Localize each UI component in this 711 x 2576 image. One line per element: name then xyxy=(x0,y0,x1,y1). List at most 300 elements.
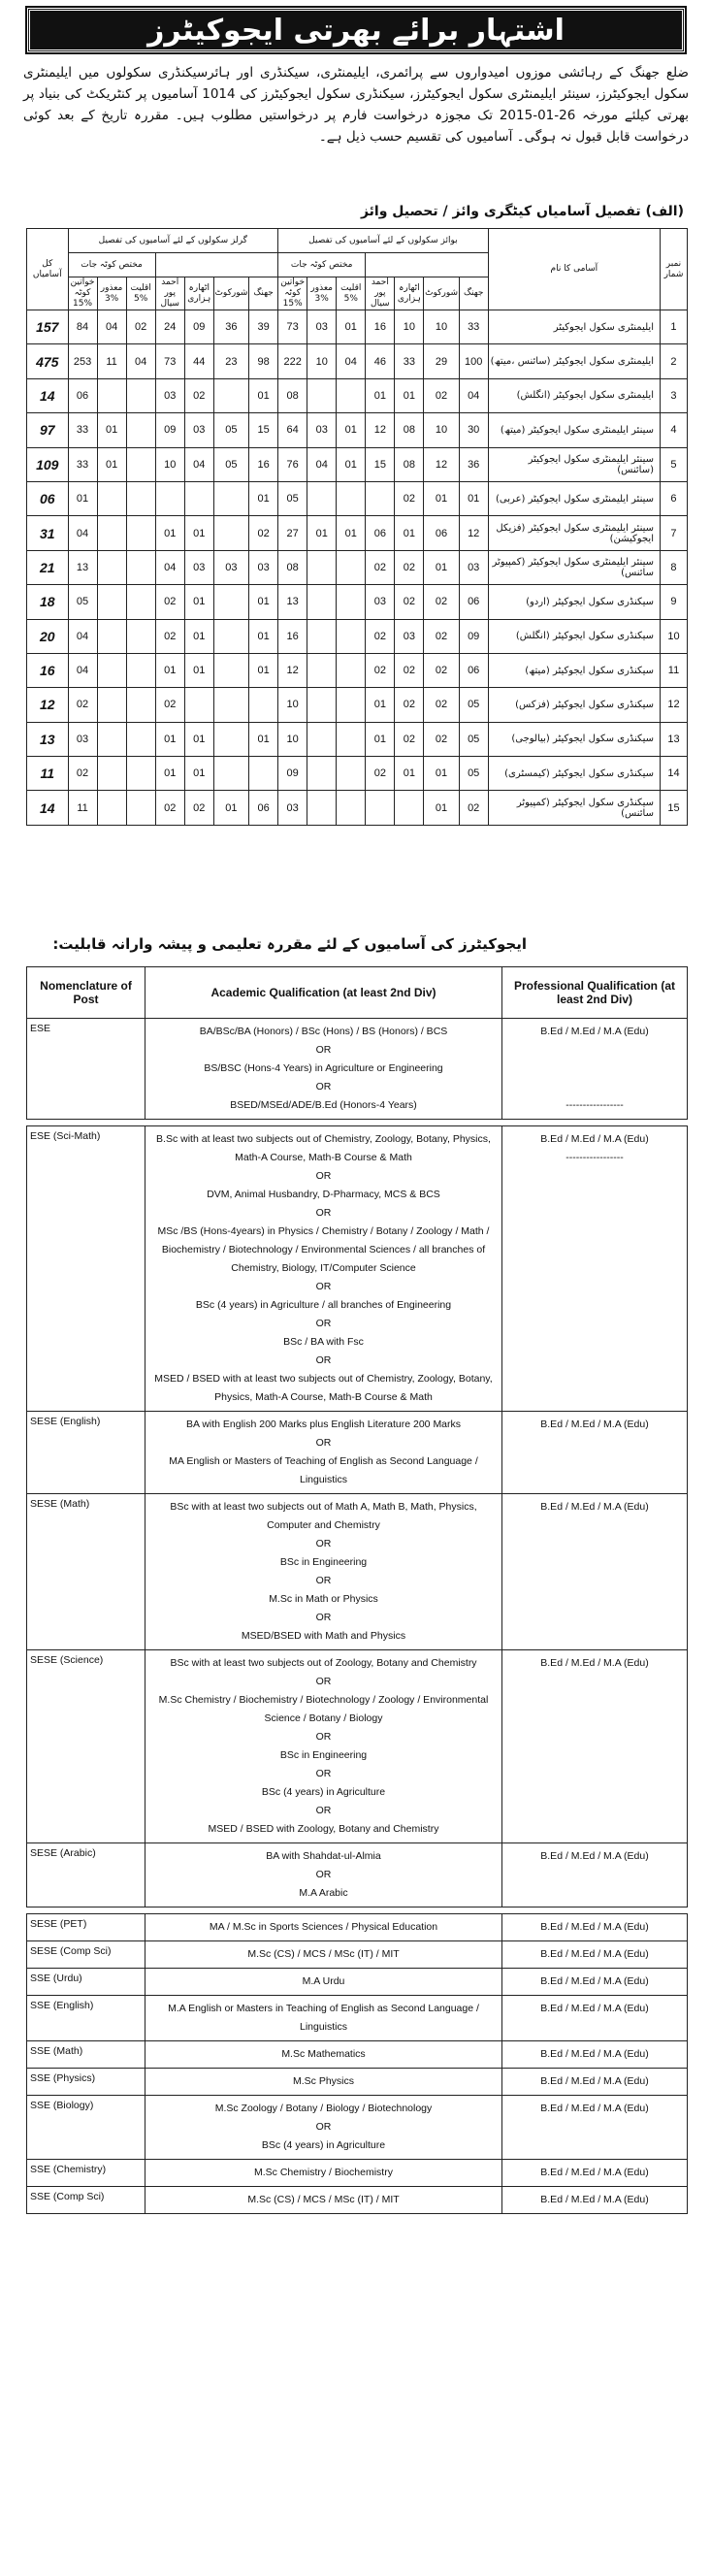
girls-count-cell xyxy=(97,791,126,825)
post-name-cell: سینئر ایلیمنٹری سکول ایجوکیٹر (کمپیوٹر سائنس) xyxy=(488,550,660,584)
qualification-row xyxy=(27,1843,688,1908)
girls-reserved-header: مختص کوٹہ جات xyxy=(68,253,155,277)
boys-count-cell xyxy=(307,550,337,584)
girls-subheader: معذور 3% xyxy=(97,277,126,310)
boys-count-cell: 02 xyxy=(424,378,459,412)
boys-count-cell: 08 xyxy=(395,413,424,447)
boys-count-cell xyxy=(307,585,337,619)
post-nomenclature: SESE (English) xyxy=(27,1412,145,1494)
boys-subheader: اٹھارہ ہزاری xyxy=(395,277,424,310)
post-nomenclature: SSE (Biology) xyxy=(27,2096,145,2160)
table-row xyxy=(27,481,688,515)
girls-count-cell: 02 xyxy=(68,757,97,791)
table-row xyxy=(27,516,688,550)
boys-count-cell xyxy=(337,550,366,584)
post-nomenclature: ESE xyxy=(27,1019,145,1120)
boys-count-cell xyxy=(307,757,337,791)
boys-count-cell xyxy=(337,585,366,619)
qualification-line: BSc (4 years) in Agriculture xyxy=(261,2139,386,2151)
boys-count-cell: 06 xyxy=(459,585,488,619)
boys-count-cell xyxy=(337,481,366,515)
table-row xyxy=(27,688,688,722)
girls-count-cell: 05 xyxy=(213,447,248,481)
or-separator: OR xyxy=(315,1805,332,1816)
girls-count-cell: 01 xyxy=(97,447,126,481)
or-separator: OR xyxy=(315,1437,332,1449)
boys-count-cell xyxy=(307,688,337,722)
girls-count-cell: 06 xyxy=(249,791,278,825)
or-separator: OR xyxy=(315,1170,332,1182)
qualification-line: B.Sc with at least two subjects out of Chemistry, Zoology, Botany, Physics, Math-A Course, Math-B Course & Math xyxy=(156,1133,491,1163)
professional-line: B.Ed / M.Ed / M.A (Edu) xyxy=(540,2075,649,2087)
girls-count-cell xyxy=(249,757,278,791)
girls-count-cell: 02 xyxy=(155,619,184,653)
post-name-cell: ایلیمنٹری سکول ایجوکیٹر xyxy=(488,310,660,344)
qualification-line: BA with Shahdat-ul-Almia xyxy=(266,1850,381,1862)
section-a-heading: (الف) تفصیل آسامیاں کیٹگری وائز / تحصیل وائز xyxy=(360,204,684,219)
boys-count-cell: 02 xyxy=(459,791,488,825)
professional-qualification xyxy=(502,1843,688,1908)
boys-count-cell: 08 xyxy=(395,447,424,481)
qualification-line: M.Sc Mathematics xyxy=(281,2048,366,2060)
post-nomenclature: SSE (Physics) xyxy=(27,2069,145,2096)
qualification-line: MSED / BSED with at least two subjects out of Chemistry, Zoology, Botany, Physics, Math-A Course, Math-B Course & Math xyxy=(154,1373,493,1403)
boys-count-cell: 06 xyxy=(459,653,488,687)
post-name-cell: سینئر ایلیمنٹری سکول ایجوکیٹر (عربی) xyxy=(488,481,660,515)
serial-number-cell: 10 xyxy=(660,619,687,653)
boys-count-cell xyxy=(337,722,366,756)
qualification-line: BSc with at least two subjects out of Math A, Math B, Math, Physics, Computer and Chemistry xyxy=(170,1501,477,1531)
qualification-line: BS/BSC (Hons-4 Years) in Agriculture or Engineering xyxy=(204,1062,443,1074)
qualification-row xyxy=(27,2187,688,2214)
boys-count-cell: 05 xyxy=(459,688,488,722)
qualification-line: BSc (4 years) in Agriculture / all branches of Engineering xyxy=(195,1299,452,1311)
academic-qualification xyxy=(145,2160,502,2187)
boys-count-cell: 36 xyxy=(459,447,488,481)
academic-qualification xyxy=(145,1941,502,1969)
boys-count-cell: 01 xyxy=(307,516,337,550)
girls-count-cell xyxy=(213,688,248,722)
boys-count-cell: 03 xyxy=(307,310,337,344)
qualification-line: MA / M.Sc in Sports Sciences / Physical Education xyxy=(209,1921,438,1933)
girls-count-cell: 33 xyxy=(68,447,97,481)
table-row xyxy=(27,378,688,412)
table-row xyxy=(27,619,688,653)
boys-count-cell: 02 xyxy=(424,653,459,687)
professional-line: B.Ed / M.Ed / M.A (Edu) xyxy=(540,1948,649,1960)
qualification-line: M.A English or Masters in Teaching of English as Second Language / Linguistics xyxy=(168,2003,479,2033)
qualification-line: BA with English 200 Marks plus English Literature 200 Marks xyxy=(185,1418,462,1430)
boys-count-cell: 02 xyxy=(395,550,424,584)
girls-count-cell xyxy=(213,585,248,619)
total-cell: 475 xyxy=(27,344,69,378)
girls-count-cell xyxy=(213,516,248,550)
qualification-row xyxy=(27,1019,688,1120)
boys-count-cell: 01 xyxy=(337,310,366,344)
banner-title: اشتہار برائے بھرتی ایجوکیٹرز xyxy=(147,13,565,48)
boys-count-cell: 02 xyxy=(366,757,395,791)
girls-count-cell: 39 xyxy=(249,310,278,344)
boys-count-cell: 10 xyxy=(278,688,307,722)
boys-count-cell: 12 xyxy=(278,653,307,687)
or-separator: OR xyxy=(315,1538,332,1549)
post-name-cell: سیکنڈری سکول ایجوکیٹر (بیالوجی) xyxy=(488,722,660,756)
boys-count-cell: 03 xyxy=(278,791,307,825)
boys-count-cell xyxy=(337,688,366,722)
girls-count-cell: 03 xyxy=(184,413,213,447)
boys-count-cell: 02 xyxy=(395,688,424,722)
girls-subheader: اٹھارہ ہزاری xyxy=(184,277,213,310)
boys-count-cell: 03 xyxy=(307,413,337,447)
row-separator xyxy=(27,1908,688,1914)
table-row xyxy=(27,413,688,447)
serial-number-cell: 15 xyxy=(660,791,687,825)
qualification-line: BSED/MSEd/ADE/B.Ed (Honors-4 Years) xyxy=(230,1099,417,1111)
girls-count-cell xyxy=(126,688,155,722)
boys-count-cell xyxy=(337,791,366,825)
girls-count-cell xyxy=(126,550,155,584)
boys-count-cell: 15 xyxy=(366,447,395,481)
or-separator: OR xyxy=(315,2121,332,2133)
boys-count-cell: 01 xyxy=(395,378,424,412)
boys-count-cell: 02 xyxy=(395,481,424,515)
boys-count-cell xyxy=(307,619,337,653)
professional-line: B.Ed / M.Ed / M.A (Edu) xyxy=(540,2003,649,2014)
girls-count-cell: 15 xyxy=(249,413,278,447)
girls-count-cell: 04 xyxy=(68,516,97,550)
professional-qualification xyxy=(502,1126,688,1412)
boys-subheader: احمد پور سیال xyxy=(366,277,395,310)
serial-number-cell: 11 xyxy=(660,653,687,687)
boys-count-cell: 30 xyxy=(459,413,488,447)
boys-count-cell: 12 xyxy=(424,447,459,481)
girls-count-cell: 02 xyxy=(126,310,155,344)
boys-count-cell: 01 xyxy=(424,481,459,515)
qualification-line: BSc with at least two subjects out of Zoology, Botany and Chemistry xyxy=(170,1657,477,1669)
total-cell: 31 xyxy=(27,516,69,550)
qualification-line: BSc / BA with Fsc xyxy=(283,1336,364,1348)
or-separator: OR xyxy=(315,1044,332,1056)
girls-count-cell: 24 xyxy=(155,310,184,344)
col-total-header: کل آسامیاں xyxy=(27,229,69,310)
post-name-cell: ایلیمنٹری سکول ایجوکیٹر (انگلش) xyxy=(488,378,660,412)
boys-count-cell xyxy=(307,791,337,825)
girls-count-cell: 01 xyxy=(155,757,184,791)
total-cell: 21 xyxy=(27,550,69,584)
boys-count-cell: 01 xyxy=(366,378,395,412)
girls-count-cell xyxy=(126,447,155,481)
boys-count-cell: 02 xyxy=(424,619,459,653)
total-cell: 12 xyxy=(27,688,69,722)
boys-count-cell: 04 xyxy=(307,447,337,481)
girls-count-cell: 03 xyxy=(68,722,97,756)
vacancy-summary-body xyxy=(27,310,688,826)
girls-count-cell: 04 xyxy=(68,653,97,687)
girls-count-cell: 04 xyxy=(97,310,126,344)
or-separator: OR xyxy=(315,1354,332,1366)
post-name-cell: سیکنڈری سکول ایجوکیٹر (کیمسٹری) xyxy=(488,757,660,791)
qualification-line: BSc in Engineering xyxy=(279,1749,368,1761)
post-name-cell: سیکنڈری سکول ایجوکیٹر (فزکس) xyxy=(488,688,660,722)
academic-qualification xyxy=(145,2069,502,2096)
girls-count-cell: 05 xyxy=(68,585,97,619)
or-separator: OR xyxy=(315,1081,332,1092)
col-girls-header: گرلز سکولوں کے لئے آسامیوں کی تفصیل xyxy=(68,229,278,253)
professional-line: B.Ed / M.Ed / M.A (Edu) xyxy=(540,1418,649,1430)
professional-line: B.Ed / M.Ed / M.A (Edu) xyxy=(540,2167,649,2178)
professional-qualification xyxy=(502,1969,688,1996)
boys-count-cell: 10 xyxy=(395,310,424,344)
qualification-line: M.A Urdu xyxy=(302,1975,345,1987)
girls-count-cell xyxy=(97,653,126,687)
boys-count-cell: 02 xyxy=(424,688,459,722)
vacancy-summary-table xyxy=(26,228,688,826)
qualification-line: M.Sc (CS) / MCS / MSc (IT) / MIT xyxy=(247,2194,400,2205)
qualification-row xyxy=(27,1126,688,1412)
boys-count-cell: 01 xyxy=(366,688,395,722)
boys-count-cell xyxy=(337,757,366,791)
girls-count-cell xyxy=(97,481,126,515)
boys-count-cell xyxy=(366,791,395,825)
girls-count-cell xyxy=(97,585,126,619)
academic-qualification xyxy=(145,2096,502,2160)
girls-count-cell: 33 xyxy=(68,413,97,447)
boys-count-cell xyxy=(366,481,395,515)
academic-qualification xyxy=(145,2187,502,2214)
boys-count-cell: 05 xyxy=(459,757,488,791)
qualification-line: MSED/BSED with Math and Physics xyxy=(241,1630,406,1642)
girls-count-cell: 02 xyxy=(155,688,184,722)
girls-count-cell: 01 xyxy=(184,757,213,791)
qualification-row xyxy=(27,2069,688,2096)
girls-count-cell xyxy=(126,481,155,515)
boys-count-cell: 04 xyxy=(337,344,366,378)
serial-number-cell: 4 xyxy=(660,413,687,447)
girls-count-cell: 01 xyxy=(184,516,213,550)
post-nomenclature: SSE (Math) xyxy=(27,2041,145,2069)
serial-number-cell: 2 xyxy=(660,344,687,378)
table-row xyxy=(27,757,688,791)
girls-count-cell: 01 xyxy=(184,653,213,687)
boys-count-cell: 09 xyxy=(459,619,488,653)
girls-count-cell: 03 xyxy=(213,550,248,584)
girls-count-cell: 01 xyxy=(68,481,97,515)
academic-qualification xyxy=(145,1494,502,1650)
professional-line: ----------------- xyxy=(566,1099,624,1111)
or-separator: OR xyxy=(315,1207,332,1219)
girls-count-cell: 11 xyxy=(68,791,97,825)
boys-count-cell: 02 xyxy=(424,585,459,619)
post-nomenclature: SSE (English) xyxy=(27,1996,145,2041)
girls-count-cell xyxy=(126,585,155,619)
boys-count-cell: 08 xyxy=(278,378,307,412)
qualification-line: M.Sc in Math or Physics xyxy=(269,1593,378,1605)
professional-line: B.Ed / M.Ed / M.A (Edu) xyxy=(540,1026,649,1037)
girls-count-cell xyxy=(126,791,155,825)
boys-subheader: اقلیت 5% xyxy=(337,277,366,310)
post-name-cell: سیکنڈری سکول ایجوکیٹر (کمپیوٹر سائنس) xyxy=(488,791,660,825)
girls-count-cell: 04 xyxy=(184,447,213,481)
boys-count-cell: 76 xyxy=(278,447,307,481)
post-nomenclature: SESE (Arabic) xyxy=(27,1843,145,1908)
professional-line xyxy=(506,1060,683,1078)
professional-line: B.Ed / M.Ed / M.A (Edu) xyxy=(540,1133,649,1145)
boys-count-cell: 01 xyxy=(337,413,366,447)
girls-count-cell: 253 xyxy=(68,344,97,378)
table-row xyxy=(27,310,688,344)
girls-count-cell xyxy=(126,413,155,447)
total-cell: 97 xyxy=(27,413,69,447)
boys-count-cell xyxy=(307,378,337,412)
girls-count-cell xyxy=(97,688,126,722)
serial-number-cell: 12 xyxy=(660,688,687,722)
qualification-line: M.Sc Zoology / Botany / Biology / Biotechnology xyxy=(214,2103,433,2114)
boys-count-cell: 02 xyxy=(395,585,424,619)
qualification-row xyxy=(27,1996,688,2041)
girls-subheader: جھنگ xyxy=(249,277,278,310)
boys-count-cell: 10 xyxy=(307,344,337,378)
girls-count-cell xyxy=(126,516,155,550)
boys-count-cell: 16 xyxy=(366,310,395,344)
boys-subheader: جھنگ xyxy=(459,277,488,310)
qualification-line: BSc in Engineering xyxy=(279,1556,368,1568)
girls-count-cell xyxy=(97,378,126,412)
boys-count-cell: 01 xyxy=(366,722,395,756)
total-cell: 11 xyxy=(27,757,69,791)
qualification-line: BA/BSc/BA (Honors) / BSc (Hons) / BS (Honors) / BCS xyxy=(199,1026,448,1037)
boys-count-cell xyxy=(337,619,366,653)
academic-qualification xyxy=(145,1650,502,1843)
boys-count-cell: 02 xyxy=(424,722,459,756)
serial-number-cell: 5 xyxy=(660,447,687,481)
serial-number-cell: 14 xyxy=(660,757,687,791)
total-cell: 06 xyxy=(27,481,69,515)
boys-subheader: معذور 3% xyxy=(307,277,337,310)
or-separator: OR xyxy=(315,1612,332,1623)
boys-count-cell: 10 xyxy=(424,413,459,447)
boys-reserved-header: مختص کوٹہ جات xyxy=(278,253,366,277)
girls-count-cell xyxy=(97,516,126,550)
post-nomenclature: SSE (Urdu) xyxy=(27,1969,145,1996)
girls-count-cell xyxy=(184,688,213,722)
boys-count-cell: 06 xyxy=(424,516,459,550)
boys-count-cell: 33 xyxy=(459,310,488,344)
boys-count-cell: 12 xyxy=(366,413,395,447)
total-cell: 157 xyxy=(27,310,69,344)
boys-count-cell: 01 xyxy=(424,791,459,825)
girls-count-cell xyxy=(126,722,155,756)
girls-count-cell: 10 xyxy=(155,447,184,481)
post-name-cell: سیکنڈری سکول ایجوکیٹر (اردو) xyxy=(488,585,660,619)
girls-count-cell: 11 xyxy=(97,344,126,378)
girls-count-cell: 04 xyxy=(155,550,184,584)
girls-count-cell: 02 xyxy=(184,791,213,825)
boys-count-cell: 16 xyxy=(278,619,307,653)
post-name-cell: سینئر ایلیمنٹری سکول ایجوکیٹر (میتھ) xyxy=(488,413,660,447)
table-row xyxy=(27,344,688,378)
girls-count-cell: 98 xyxy=(249,344,278,378)
total-cell: 14 xyxy=(27,791,69,825)
girls-count-cell: 09 xyxy=(184,310,213,344)
serial-number-cell: 6 xyxy=(660,481,687,515)
academic-qualification xyxy=(145,1412,502,1494)
professional-qualification xyxy=(502,1996,688,2041)
boys-count-cell xyxy=(337,653,366,687)
boys-count-cell: 03 xyxy=(459,550,488,584)
girls-count-cell xyxy=(97,757,126,791)
professional-line: B.Ed / M.Ed / M.A (Edu) xyxy=(540,1501,649,1513)
post-nomenclature: SESE (Science) xyxy=(27,1650,145,1843)
boys-count-cell: 10 xyxy=(424,310,459,344)
girls-count-cell: 01 xyxy=(155,722,184,756)
qualification-row xyxy=(27,1650,688,1843)
qualification-line: M.Sc Chemistry / Biochemistry xyxy=(254,2167,393,2178)
col-no-header: نمبر شمار xyxy=(660,229,687,310)
girls-count-cell: 23 xyxy=(213,344,248,378)
serial-number-cell: 8 xyxy=(660,550,687,584)
girls-count-cell: 01 xyxy=(249,481,278,515)
girls-count-cell: 01 xyxy=(249,378,278,412)
girls-count-cell: 03 xyxy=(249,550,278,584)
boys-count-cell: 64 xyxy=(278,413,307,447)
girls-count-cell xyxy=(213,619,248,653)
col-boys-header: بوائز سکولوں کے لئے آسامیوں کی تفصیل xyxy=(278,229,489,253)
post-nomenclature: SESE (PET) xyxy=(27,1914,145,1941)
post-name-cell: ایلیمنٹری سکول ایجوکیٹر (سائنس ،میتھ) xyxy=(488,344,660,378)
boys-count-cell xyxy=(307,722,337,756)
boys-subheader: خواتین کوٹہ 15% xyxy=(278,277,307,310)
girls-count-cell: 02 xyxy=(155,791,184,825)
post-nomenclature: SSE (Chemistry) xyxy=(27,2160,145,2187)
boys-count-cell xyxy=(307,653,337,687)
academic-qualification xyxy=(145,1969,502,1996)
serial-number-cell: 9 xyxy=(660,585,687,619)
total-cell: 18 xyxy=(27,585,69,619)
or-separator: OR xyxy=(315,1768,332,1779)
girls-count-cell: 73 xyxy=(155,344,184,378)
professional-qualification xyxy=(502,2069,688,2096)
professional-line: B.Ed / M.Ed / M.A (Edu) xyxy=(540,1657,649,1669)
girls-count-cell xyxy=(126,757,155,791)
or-separator: OR xyxy=(315,1575,332,1586)
boys-count-cell: 12 xyxy=(459,516,488,550)
boys-count-cell: 09 xyxy=(278,757,307,791)
boys-count-cell: 02 xyxy=(366,619,395,653)
qualification-row xyxy=(27,1969,688,1996)
table-row xyxy=(27,447,688,481)
total-cell: 13 xyxy=(27,722,69,756)
qualification-row xyxy=(27,2041,688,2069)
professional-qualification xyxy=(502,2187,688,2214)
post-nomenclature: ESE (Sci-Math) xyxy=(27,1126,145,1412)
qualification-line: BSc (4 years) in Agriculture xyxy=(261,1786,386,1798)
boys-count-cell: 02 xyxy=(395,722,424,756)
intro-text: ضلع جھنگ کے رہائشی موزوں امیدواروں سے پرائمری، ایلیمنٹری، سیکنڈری اور ہائرسیکنڈری سکولوں میں ایلیمنٹری سکول ایجوکیٹرز، سینئر ایلیمنٹری سکول ایجوکیٹرز، سیکنڈری سکول ایجوکیٹرز کی 1014 آسامیوں پر کنٹریکٹ کی بنیاد پر بھرتی کیلئے مورخہ 26-01-2015 تک مجوزہ درخواست فارم پر درخواستیں مطلوب ہیں۔ مقررہ تاریخ کے بعد کوئی درخواست قابل قبول نہ ہوگی۔ آسامیوں کی تقسیم حسب ذیل ہے۔ xyxy=(23,65,690,145)
boys-count-cell: 13 xyxy=(278,585,307,619)
girls-count-cell: 36 xyxy=(213,310,248,344)
advertisement-banner xyxy=(27,8,685,52)
qualification-line: MSc /BS (Hons-4years) in Physics / Chemistry / Botany / Zoology / Math / Biochemistry / Biotechnology / Environmental Sciences / all branches of Chemistry, Biology, IT/Computer Science xyxy=(157,1225,490,1274)
boys-count-cell: 03 xyxy=(395,619,424,653)
professional-qualification xyxy=(502,1019,688,1120)
post-name-cell: سینئر ایلیمنٹری سکول ایجوکیٹر (سائنس) xyxy=(488,447,660,481)
boys-count-cell: 04 xyxy=(459,378,488,412)
girls-count-cell xyxy=(213,722,248,756)
professional-qualification xyxy=(502,1914,688,1941)
girls-count-cell xyxy=(213,481,248,515)
girls-count-cell xyxy=(97,722,126,756)
boys-count-cell: 02 xyxy=(366,550,395,584)
